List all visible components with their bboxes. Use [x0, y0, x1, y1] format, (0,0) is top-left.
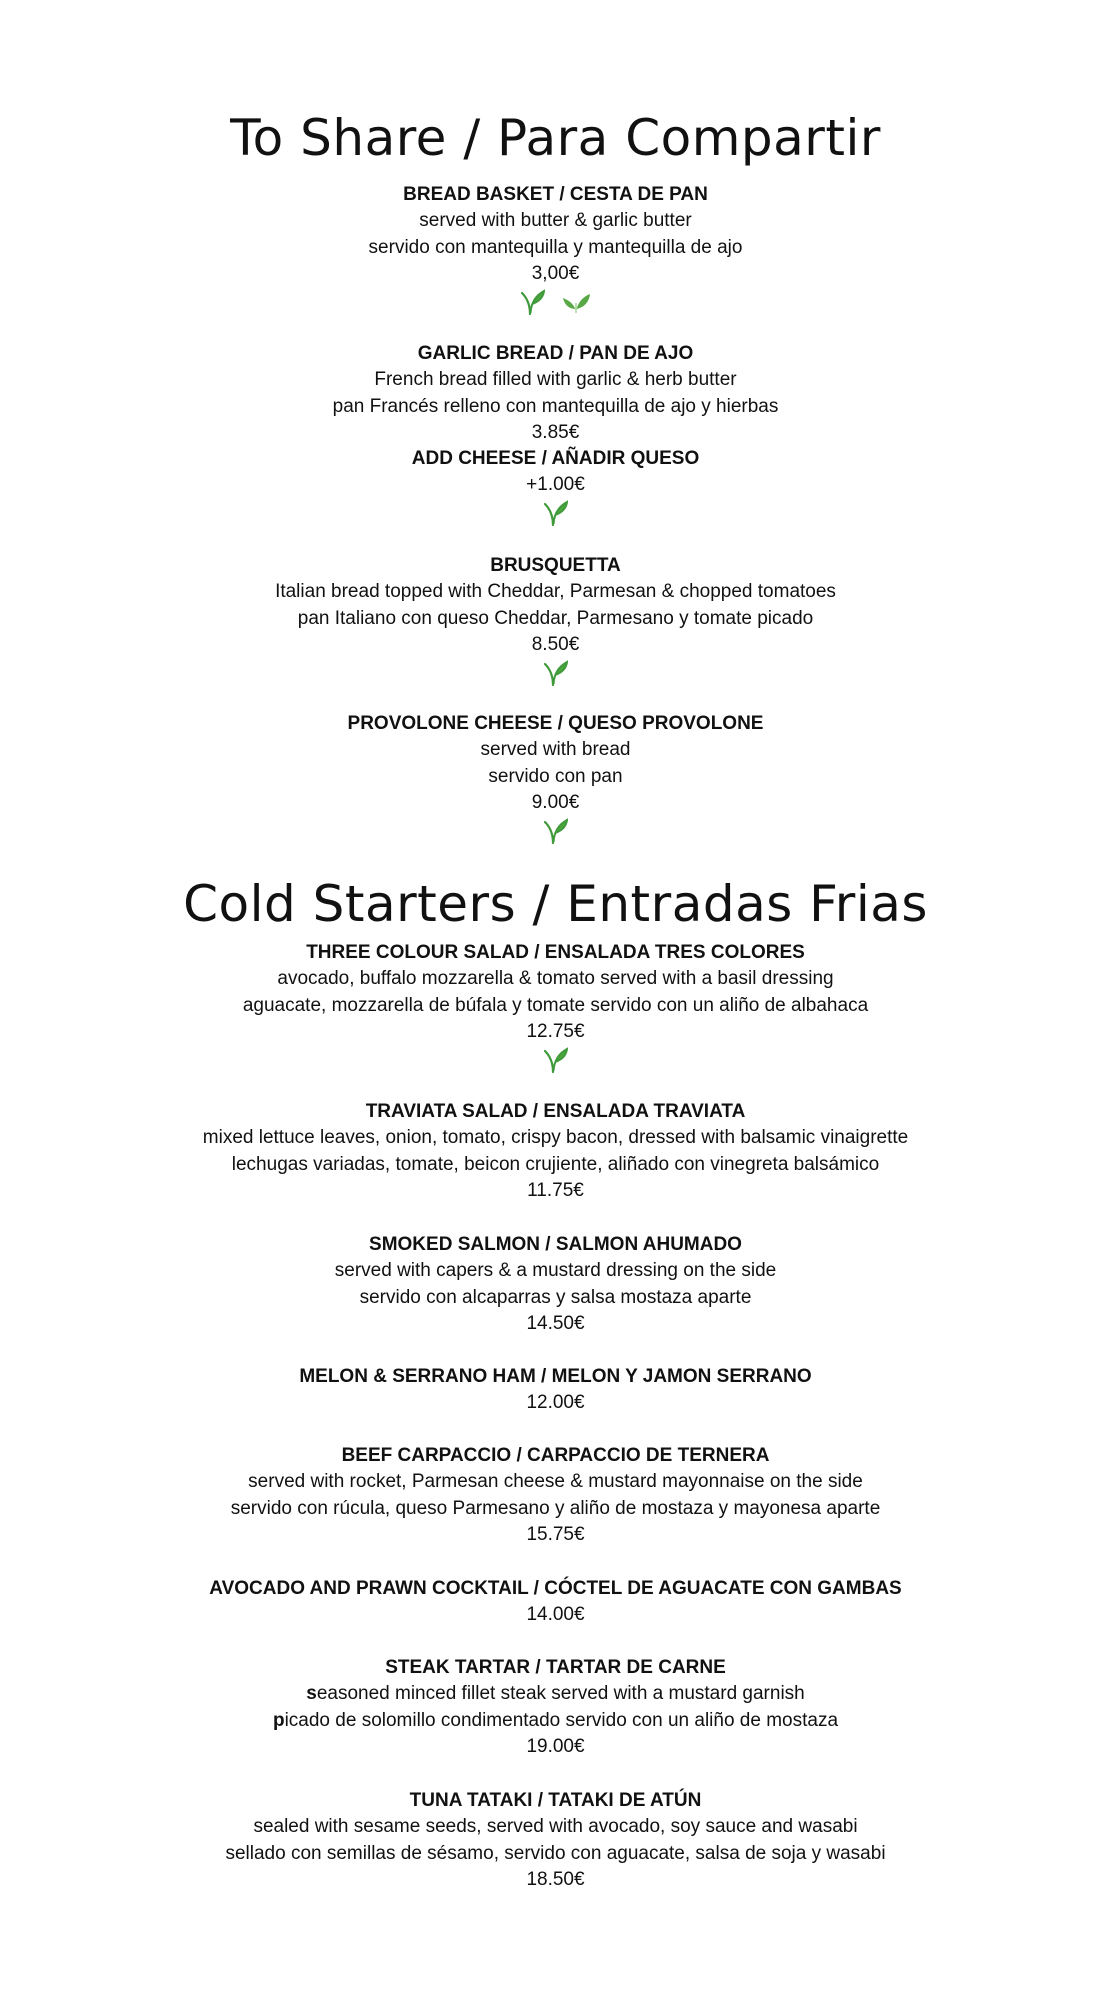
item-name: BREAD BASKET / CESTA DE PAN [403, 184, 708, 205]
item-description-es: pan Francés relleno con mantequilla de ajo y hierbas [332, 395, 779, 417]
item-description-en: served with rocket, Parmesan cheese & mustard mayonnaise on the side [248, 1471, 863, 1492]
menu-item [0, 182, 1111, 317]
menu-item [0, 341, 1111, 528]
section-title: To Share / Para Compartir [230, 109, 881, 167]
vegetarian-sprout-icon [544, 1047, 568, 1073]
menu-item [0, 711, 1111, 846]
item-price: 3.85€ [531, 422, 580, 443]
menu-item [0, 1364, 1111, 1416]
diet-icons [0, 498, 1111, 528]
vegan-leaf-icon [561, 290, 591, 314]
item-price: 18.50€ [526, 1869, 585, 1890]
item-price: 8.50€ [531, 634, 580, 655]
item-description-es: servido con mantequilla y mantequilla de ajo [368, 236, 743, 258]
item-name: BEEF CARPACCIO / CARPACCIO DE TERNERA [341, 1445, 770, 1466]
item-description-es: pan Italiano con queso Cheddar, Parmesano y tomate picado [297, 607, 814, 629]
menu-item [0, 1576, 1111, 1628]
item-name: MELON & SERRANO HAM / MELON Y JAMON SERRANO [299, 1366, 812, 1387]
vegetarian-sprout-icon [544, 660, 568, 686]
item-name: PROVOLONE CHEESE / QUESO PROVOLONE [347, 713, 764, 734]
item-description-en: French bread filled with garlic & herb butter [374, 369, 737, 390]
item-addon-name: ADD CHEESE / AÑADIR QUESO [411, 448, 700, 469]
vegetarian-sprout-icon [544, 500, 568, 526]
item-description-es: servido con pan [488, 765, 623, 787]
item-description-en: mixed lettuce leaves, onion, tomato, crispy bacon, dressed with balsamic vinaigrette [202, 1127, 909, 1148]
item-description-en-initial: s [306, 1683, 317, 1704]
item-description-en-rest: easoned minced fillet steak served with a mustard garnish [316, 1683, 805, 1704]
item-price: 12.75€ [526, 1021, 585, 1042]
diet-icons [0, 658, 1111, 688]
item-description-en: sealed with sesame seeds, served with avocado, soy sauce and wasabi [253, 1816, 858, 1837]
diet-icons [0, 816, 1111, 846]
menu-item [0, 1655, 1111, 1760]
menu-item [0, 1232, 1111, 1337]
vegetarian-sprout-icon [544, 818, 568, 844]
item-description-es-initial: p [272, 1709, 285, 1731]
item-price: 14.00€ [526, 1604, 585, 1625]
menu-item [0, 553, 1111, 688]
menu-item [0, 1788, 1111, 1893]
item-description-es: sellado con semillas de sésamo, servido con aguacate, salsa de soja y wasabi [225, 1842, 886, 1864]
section-cold-starters [0, 874, 1111, 934]
vegetarian-sprout-icon [521, 289, 545, 315]
item-description-es: servido con rúcula, queso Parmesano y aliño de mostaza y mayonesa aparte [230, 1497, 881, 1519]
item-description-en: avocado, buffalo mozzarella & tomato served with a basil dressing [277, 968, 834, 989]
item-name: AVOCADO AND PRAWN COCKTAIL / CÓCTEL DE AGUACATE CON GAMBAS [209, 1578, 902, 1599]
item-description-es [0, 1708, 1111, 1735]
item-price: 12.00€ [526, 1392, 585, 1413]
section-to-share [0, 108, 1111, 168]
item-price: 9.00€ [531, 792, 580, 813]
item-description-es: aguacate, mozzarella de búfala y tomate servido con un aliño de albahaca [242, 994, 869, 1016]
item-description-en: served with bread [480, 739, 631, 760]
menu-item [0, 1443, 1111, 1548]
item-description-en: served with capers & a mustard dressing on the side [334, 1260, 777, 1281]
item-description-es: servido con alcaparras y salsa mostaza aparte [359, 1286, 752, 1308]
item-price: 19.00€ [526, 1736, 585, 1757]
item-name: BRUSQUETTA [490, 555, 621, 576]
menu-item [0, 940, 1111, 1075]
item-price: 15.75€ [526, 1524, 585, 1545]
diet-icons [0, 287, 1111, 317]
item-price: 3,00€ [531, 263, 580, 284]
item-name: TUNA TATAKI / TATAKI DE ATÚN [409, 1790, 702, 1811]
item-description-es-rest: icado de solomillo condimentado servido con un aliño de mostaza [284, 1709, 839, 1731]
item-description-en: Italian bread topped with Cheddar, Parmesan & chopped tomatoes [275, 581, 836, 602]
item-price: 11.75€ [527, 1180, 584, 1201]
diet-icons [0, 1045, 1111, 1075]
item-name: THREE COLOUR SALAD / ENSALADA TRES COLORES [306, 942, 805, 963]
item-name: SMOKED SALMON / SALMON AHUMADO [369, 1234, 742, 1255]
menu-item [0, 1099, 1111, 1204]
item-description-es: lechugas variadas, tomate, beicon crujiente, aliñado con vinegreta balsámico [231, 1153, 880, 1175]
item-name: STEAK TARTAR / TARTAR DE CARNE [385, 1657, 726, 1678]
section-title: Cold Starters / Entradas Frias [183, 875, 928, 933]
item-name: TRAVIATA SALAD / ENSALADA TRAVIATA [365, 1101, 746, 1122]
item-price: 14.50€ [526, 1313, 585, 1334]
item-description-en [0, 1681, 1111, 1708]
item-description-en: served with butter & garlic butter [419, 210, 692, 231]
item-addon-price: +1.00€ [526, 474, 585, 495]
item-name: GARLIC BREAD / PAN DE AJO [417, 343, 694, 364]
